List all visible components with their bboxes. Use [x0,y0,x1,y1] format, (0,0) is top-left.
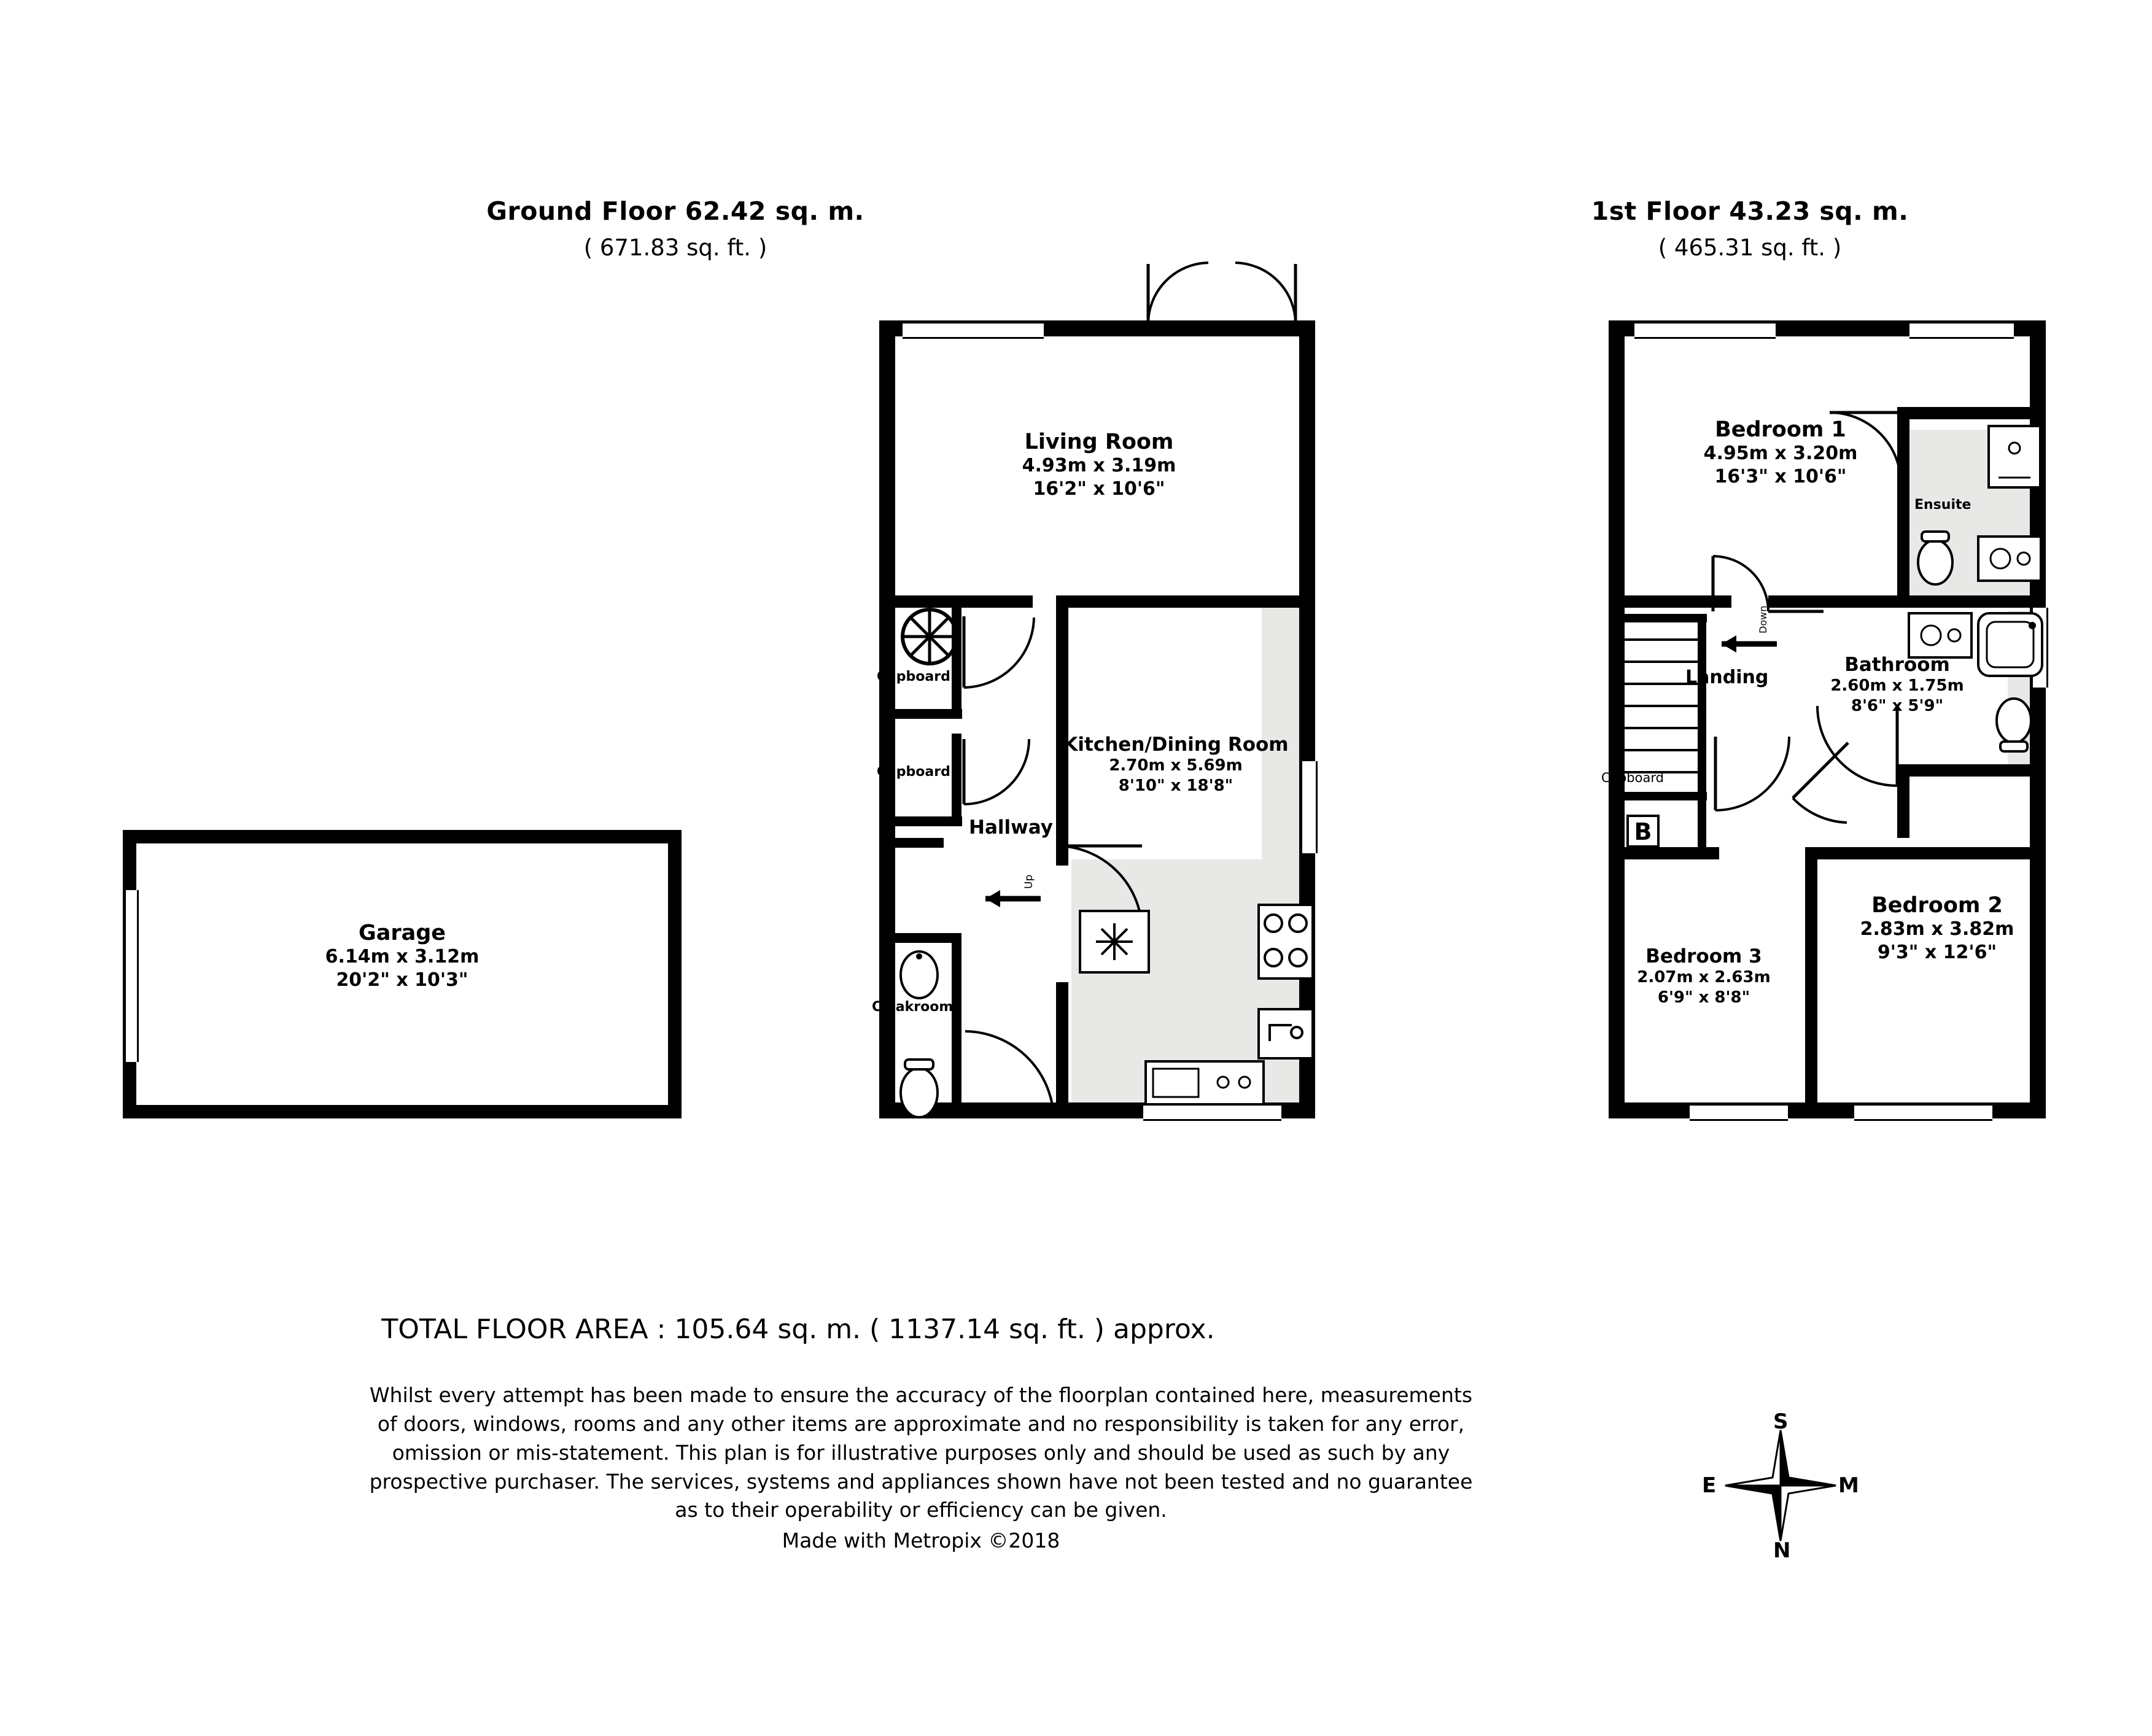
disclaimer-line-2: of doors, windows, rooms and any other items are approximate and no responsibility is taken for any error, [377,1411,1465,1436]
compass-label-top: S [1773,1409,1789,1434]
first-floor-subtitle: ( 465.31 sq. ft. ) [1658,234,1842,261]
disclaimer-line-3: omission or mis-statement. This plan is for illustrative purposes only and should be used as such by any [392,1440,1450,1465]
stairs-down-label: Down [1757,605,1769,634]
label-ensuite: Ensuite [1914,497,1971,513]
room-label-hallway: Hallway [969,816,1053,839]
compass-label-right: M [1838,1473,1859,1498]
label-ff-cupboard: Cupboard [1601,770,1664,785]
room-label-bedroom-3: Bedroom 3 2.07m x 2.63m 6'9" x 8'8" [1637,945,1771,1007]
compass-rose [1701,1406,1860,1565]
total-floor-area: TOTAL FLOOR AREA : 105.64 sq. m. ( 1137.14 sq. ft. ) approx. [381,1314,1215,1345]
ff-wall-bed3-top [1609,847,1719,859]
stairs-up-label: Up [1023,874,1035,889]
ground-floor-subtitle: ( 671.83 sq. ft. ) [583,234,767,261]
ensuite-toilet-icon [1911,528,1960,589]
boiler-icon [1626,814,1660,848]
window-bed1-front-2 [1909,322,2014,339]
label-cupboard-2: Cupboard [877,764,950,780]
ground-floor-title: Ground Floor 62.42 sq. m. [486,196,864,226]
ensuite-basin-icon [1976,534,2043,583]
label-cloakroom: Cloakroom [872,999,954,1015]
ff-cupboard-top [1609,792,1701,800]
stair-treads-icon [1611,618,1709,796]
room-label-garage: Garage 6.14m x 3.12m 20'2" x 10'3" [325,921,480,991]
compass-label-left: E [1702,1473,1717,1498]
window-bed2-rear [1854,1104,1992,1121]
room-label-living-room: Living Room 4.93m x 3.19m 16'2" x 10'6" [1022,430,1176,500]
window-bed1-front [1634,322,1776,339]
ff-cupboard-right [1698,792,1706,847]
room-label-landing: Landing [1685,667,1769,688]
compass-label-bottom: N [1773,1538,1791,1563]
ff-wall-bed2-top [1817,847,2046,859]
disclaimer-line-1: Whilst every attempt has been made to ensure the accuracy of the floorplan contained here, measurements [369,1383,1473,1407]
disclaimer-line-5: as to their operability or efficiency can be given. [675,1498,1167,1522]
disclaimer [246,1381,1596,1525]
window-bed3-rear [1690,1104,1788,1121]
made-with-credit: Made with Metropix ©2018 [782,1529,1060,1552]
room-label-bedroom-2: Bedroom 2 2.83m x 3.82m 9'3" x 12'6" [1860,893,2014,964]
room-label-kitchen-dining: Kitchen/Dining Room 2.70m x 5.69m 8'10" x 18'8" [1063,734,1289,796]
room-label-bathroom: Bathroom 2.60m x 1.75m 8'6" x 5'9" [1830,654,1964,716]
disclaimer-line-4: prospective purchaser. The services, systems and appliances shown have not been tested and no guarantee [369,1469,1473,1494]
svg-text:B: B [1634,818,1652,845]
shower-icon [1986,424,2043,491]
first-floor-title: 1st Floor 43.23 sq. m. [1591,196,1909,226]
room-label-bedroom-1: Bedroom 1 4.95m x 3.20m 16'3" x 10'6" [1703,417,1858,488]
bathroom-basin-icon [1906,611,1974,660]
label-cupboard-1: Cupboard [877,669,950,684]
